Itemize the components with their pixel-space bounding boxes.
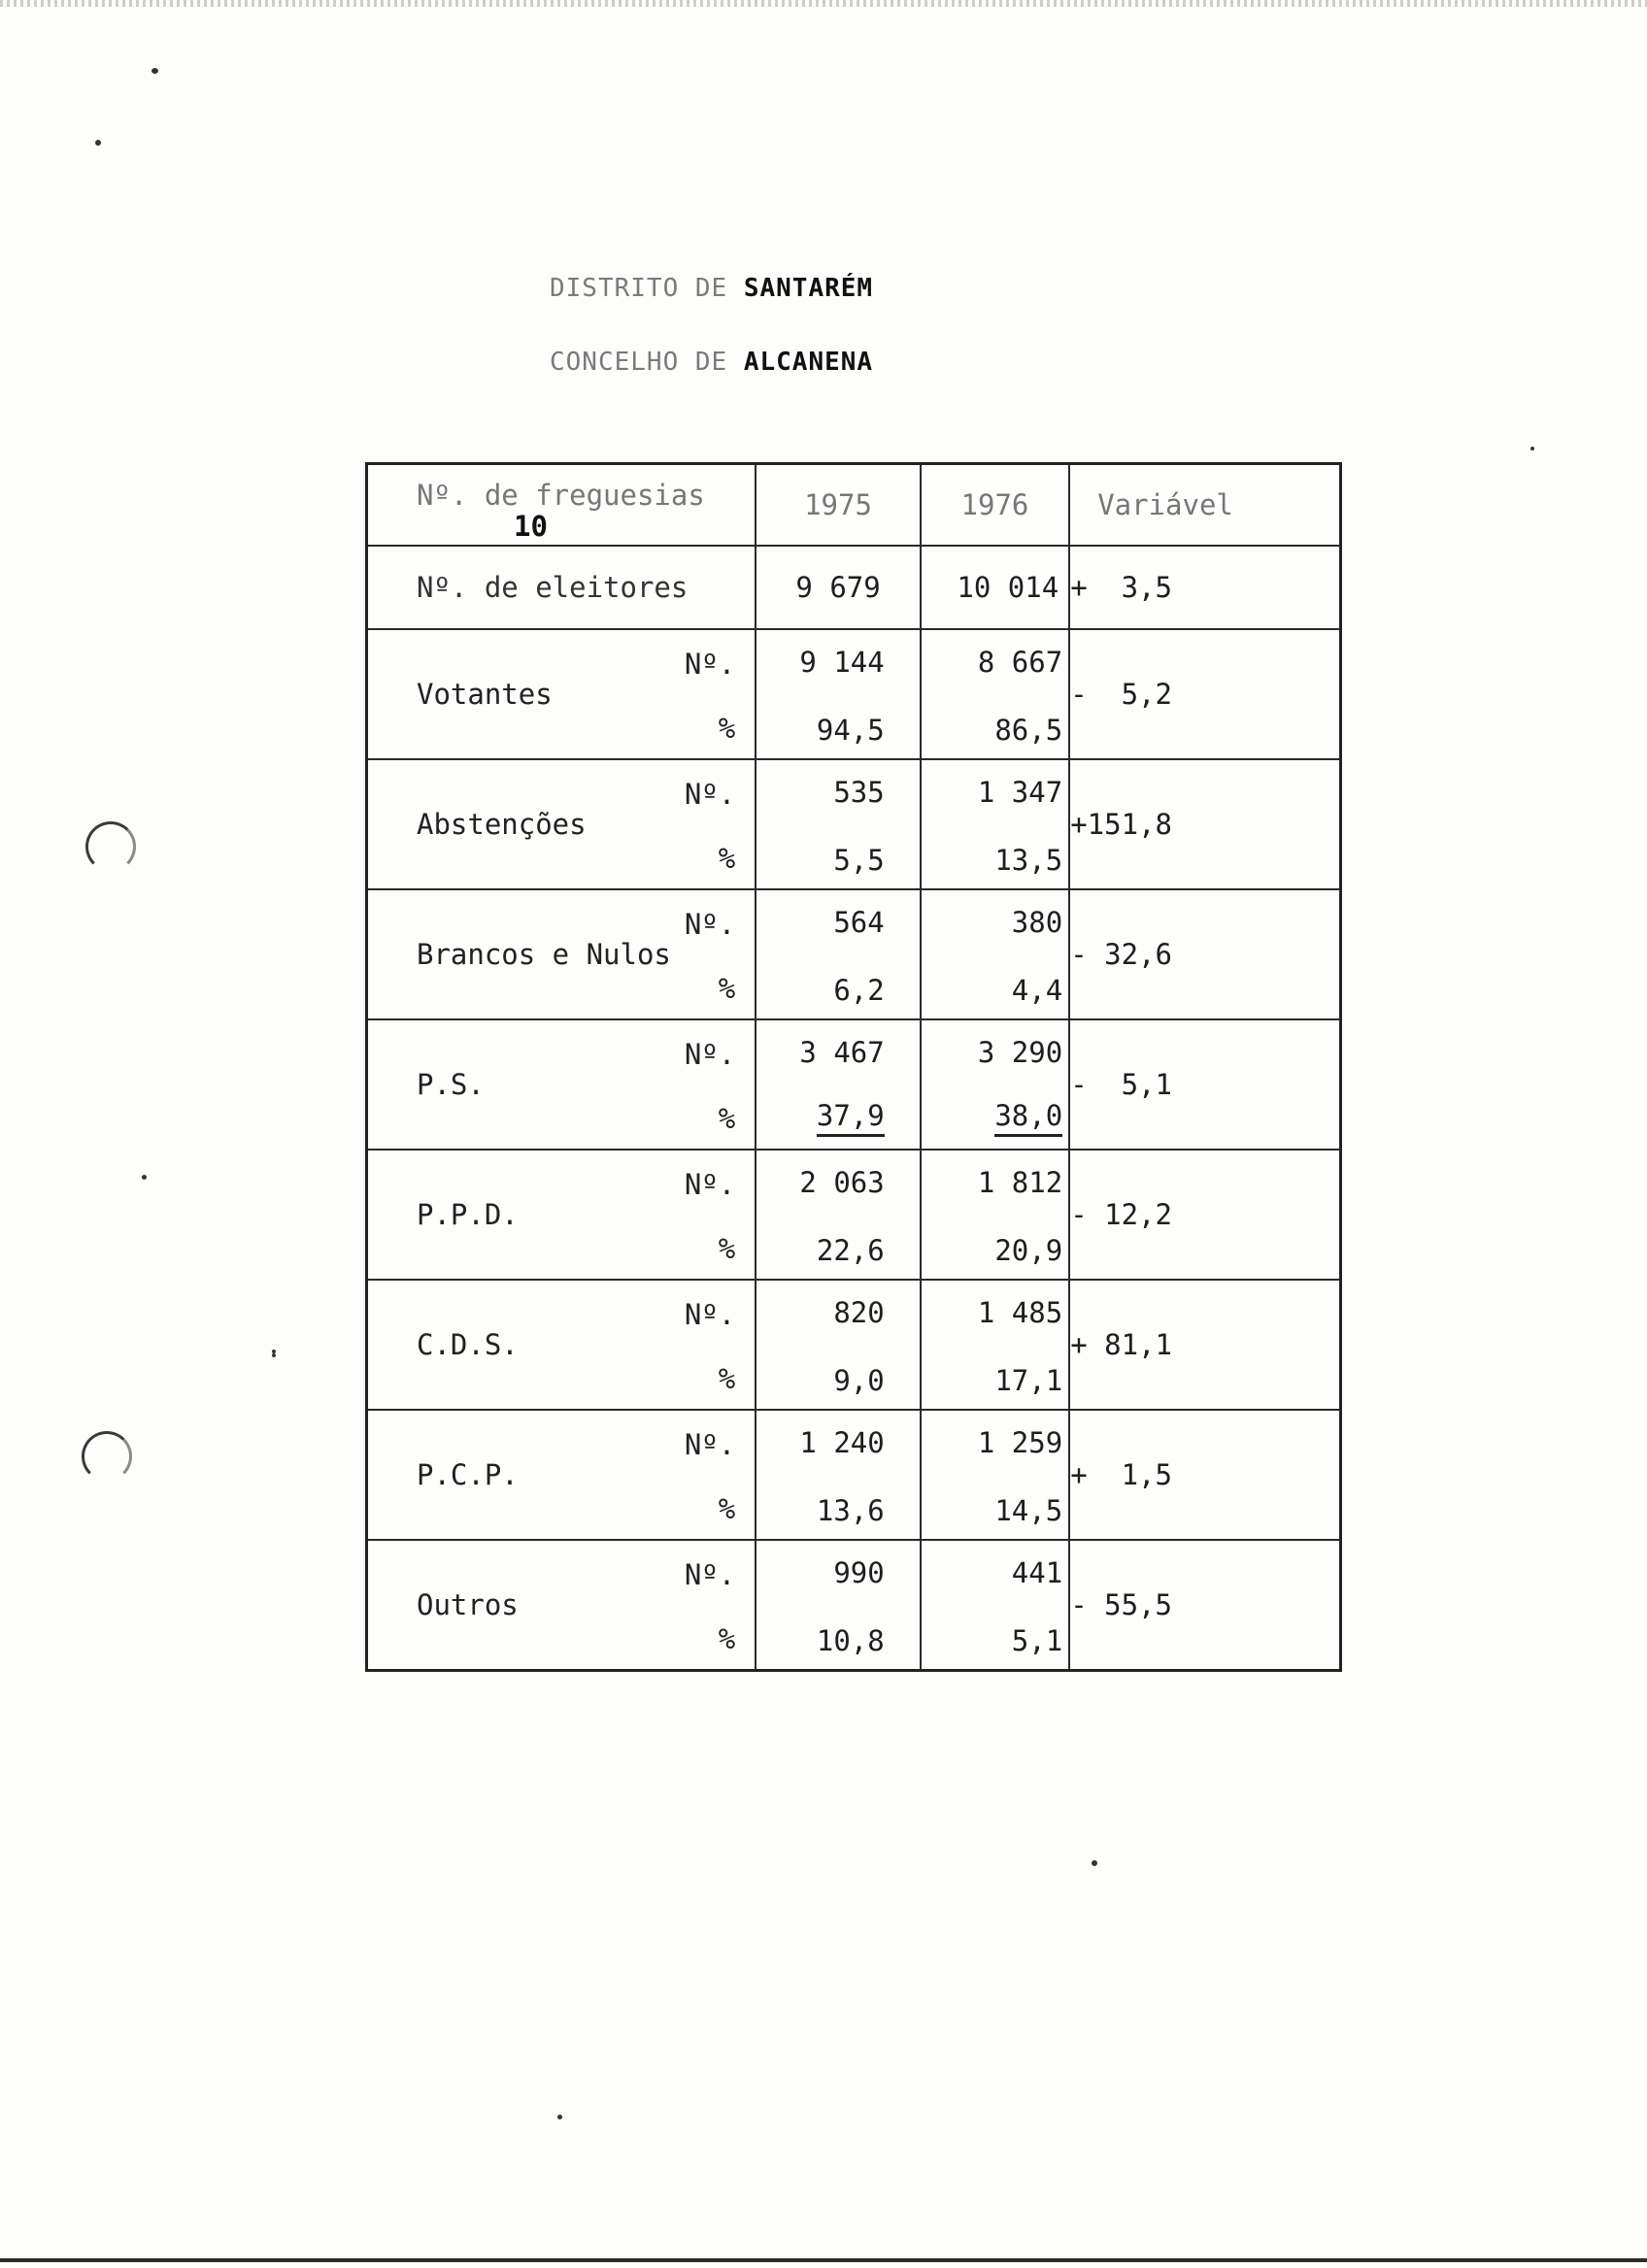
row-variation: - 12,2 — [1069, 1150, 1340, 1280]
row-label: C.D.S. — [417, 1328, 519, 1361]
electors-1975: 9 679 — [756, 546, 921, 629]
value-1975-number: 2 063 — [799, 1166, 885, 1199]
value-1976-number: 380 — [1011, 906, 1063, 939]
value-1975-percent: 94,5 — [816, 714, 885, 747]
unit-number-label: Nº. — [684, 908, 736, 941]
row-label-cell — [367, 1410, 756, 1540]
row-label-cell — [367, 1280, 756, 1410]
value-1976-number: 1 347 — [977, 776, 1063, 809]
row-label: Abstenções — [417, 808, 587, 841]
unit-number-label: Nº. — [684, 648, 736, 681]
value-1975-percent: 10,8 — [816, 1624, 885, 1657]
value-1976-percent: 38,0 — [994, 1099, 1062, 1137]
council-heading — [550, 348, 873, 377]
value-1975-number: 3 467 — [799, 1036, 885, 1069]
row-label-cell — [367, 889, 756, 1019]
table-row — [367, 1280, 1341, 1410]
district-heading — [550, 274, 873, 303]
row-variation: - 5,1 — [1069, 1019, 1340, 1150]
value-1976-percent: 14,5 — [994, 1494, 1063, 1527]
value-1975-number: 990 — [833, 1556, 885, 1589]
table-row — [367, 1540, 1341, 1671]
row-label: Outros — [417, 1588, 519, 1621]
value-1976-percent: 13,5 — [994, 844, 1063, 877]
value-1976-percent: 20,9 — [994, 1234, 1063, 1267]
table-row — [367, 1019, 1341, 1150]
unit-percent-label: % — [718, 1102, 736, 1135]
row-variation: - 5,2 — [1069, 629, 1340, 759]
value-1975-percent: 37,9 — [817, 1099, 885, 1137]
district-name: SANTARÉM — [743, 274, 874, 303]
header-parishes-label: Nº. de freguesias — [417, 479, 705, 512]
unit-number-label: Nº. — [684, 1168, 736, 1201]
row-label: Brancos e Nulos — [417, 938, 671, 971]
value-1976-percent: 4,4 — [1011, 974, 1063, 1007]
scan-speck — [151, 68, 158, 74]
value-1976-number: 441 — [1011, 1556, 1063, 1589]
row-variation: + 81,1 — [1069, 1280, 1340, 1410]
row-label: P.P.D. — [417, 1198, 519, 1231]
scan-speck — [95, 140, 101, 146]
table-header-row — [367, 464, 1341, 547]
header-parishes-count: 10 — [514, 510, 548, 543]
unit-number-label: Nº. — [684, 1428, 736, 1461]
value-1976-number: 1 259 — [977, 1426, 1063, 1459]
scan-speck — [142, 1175, 147, 1180]
unit-number-label: Nº. — [684, 1298, 736, 1331]
scan-bottom-edge — [0, 2258, 1647, 2262]
values-1976 — [921, 1540, 1069, 1671]
value-1975-number: 9 144 — [799, 646, 885, 679]
unit-percent-label: % — [718, 972, 736, 1005]
values-1976 — [921, 759, 1069, 889]
value-1975-number: 1 240 — [799, 1426, 885, 1459]
punch-hole-top — [85, 821, 136, 872]
electors-row — [367, 546, 1341, 629]
scan-speck — [557, 2115, 562, 2119]
unit-number-label: Nº. — [684, 1558, 736, 1591]
value-1975-percent: 13,6 — [816, 1494, 885, 1527]
table-row — [367, 759, 1341, 889]
value-1975-number: 820 — [833, 1296, 885, 1329]
unit-number-label: Nº. — [684, 1038, 736, 1071]
values-1975 — [756, 1410, 921, 1540]
values-1976 — [921, 629, 1069, 759]
values-1975 — [756, 1150, 921, 1280]
electors-variation: + 3,5 — [1069, 546, 1340, 629]
value-1976-number: 1 485 — [977, 1296, 1063, 1329]
row-variation: + 1,5 — [1069, 1410, 1340, 1540]
scan-top-edge — [0, 0, 1647, 7]
table-row — [367, 889, 1341, 1019]
row-label: P.S. — [417, 1068, 485, 1101]
row-label: P.C.P. — [417, 1458, 519, 1491]
values-1976 — [921, 889, 1069, 1019]
scan-speck — [1092, 1860, 1097, 1866]
row-variation: - 55,5 — [1069, 1540, 1340, 1671]
electors-1976: 10 014 — [921, 546, 1069, 629]
row-label-cell — [367, 1019, 756, 1150]
values-1975 — [756, 1540, 921, 1671]
row-variation: - 32,6 — [1069, 889, 1340, 1019]
values-1975 — [756, 759, 921, 889]
value-1976-percent: 86,5 — [994, 714, 1063, 747]
values-1975 — [756, 1019, 921, 1150]
electors-label: Nº. de eleitores — [367, 546, 756, 629]
values-1975 — [756, 1280, 921, 1410]
row-label: Votantes — [417, 678, 553, 711]
header-year-1976: 1976 — [921, 464, 1069, 547]
values-1976 — [921, 1410, 1069, 1540]
header-year-1975: 1975 — [756, 464, 921, 547]
scan-speck — [272, 1353, 276, 1357]
table-row — [367, 629, 1341, 759]
value-1976-percent: 5,1 — [1011, 1624, 1063, 1657]
header-variation: Variável — [1069, 464, 1340, 547]
unit-percent-label: % — [718, 842, 736, 875]
unit-percent-label: % — [718, 1362, 736, 1395]
value-1975-percent: 22,6 — [816, 1234, 885, 1267]
header-parishes-cell — [367, 464, 756, 547]
unit-percent-label: % — [718, 1232, 736, 1265]
value-1976-number: 8 667 — [977, 646, 1063, 679]
district-prefix: DISTRITO DE — [550, 274, 728, 303]
values-1975 — [756, 629, 921, 759]
row-label-cell — [367, 759, 756, 889]
value-1975-number: 535 — [833, 776, 885, 809]
council-prefix: CONCELHO DE — [550, 348, 728, 377]
unit-percent-label: % — [718, 1622, 736, 1655]
values-1975 — [756, 889, 921, 1019]
value-1976-number: 1 812 — [977, 1166, 1063, 1199]
unit-number-label: Nº. — [684, 778, 736, 811]
table-row — [367, 1410, 1341, 1540]
value-1976-number: 3 290 — [977, 1036, 1063, 1069]
row-label-cell — [367, 1150, 756, 1280]
unit-percent-label: % — [718, 1492, 736, 1525]
punch-hole-bottom — [82, 1431, 132, 1482]
row-label-cell — [367, 1540, 756, 1671]
election-results-table — [365, 462, 1342, 1672]
value-1975-percent: 5,5 — [833, 844, 885, 877]
values-1976 — [921, 1150, 1069, 1280]
scan-speck — [1530, 447, 1534, 450]
value-1975-percent: 9,0 — [833, 1364, 885, 1397]
value-1975-percent: 6,2 — [833, 974, 885, 1007]
table-row — [367, 1150, 1341, 1280]
value-1975-number: 564 — [833, 906, 885, 939]
value-1976-percent: 17,1 — [994, 1364, 1063, 1397]
unit-percent-label: % — [718, 712, 736, 745]
values-1976 — [921, 1019, 1069, 1150]
values-1976 — [921, 1280, 1069, 1410]
row-label-cell — [367, 629, 756, 759]
council-name: ALCANENA — [743, 348, 874, 377]
row-variation: +151,8 — [1069, 759, 1340, 889]
